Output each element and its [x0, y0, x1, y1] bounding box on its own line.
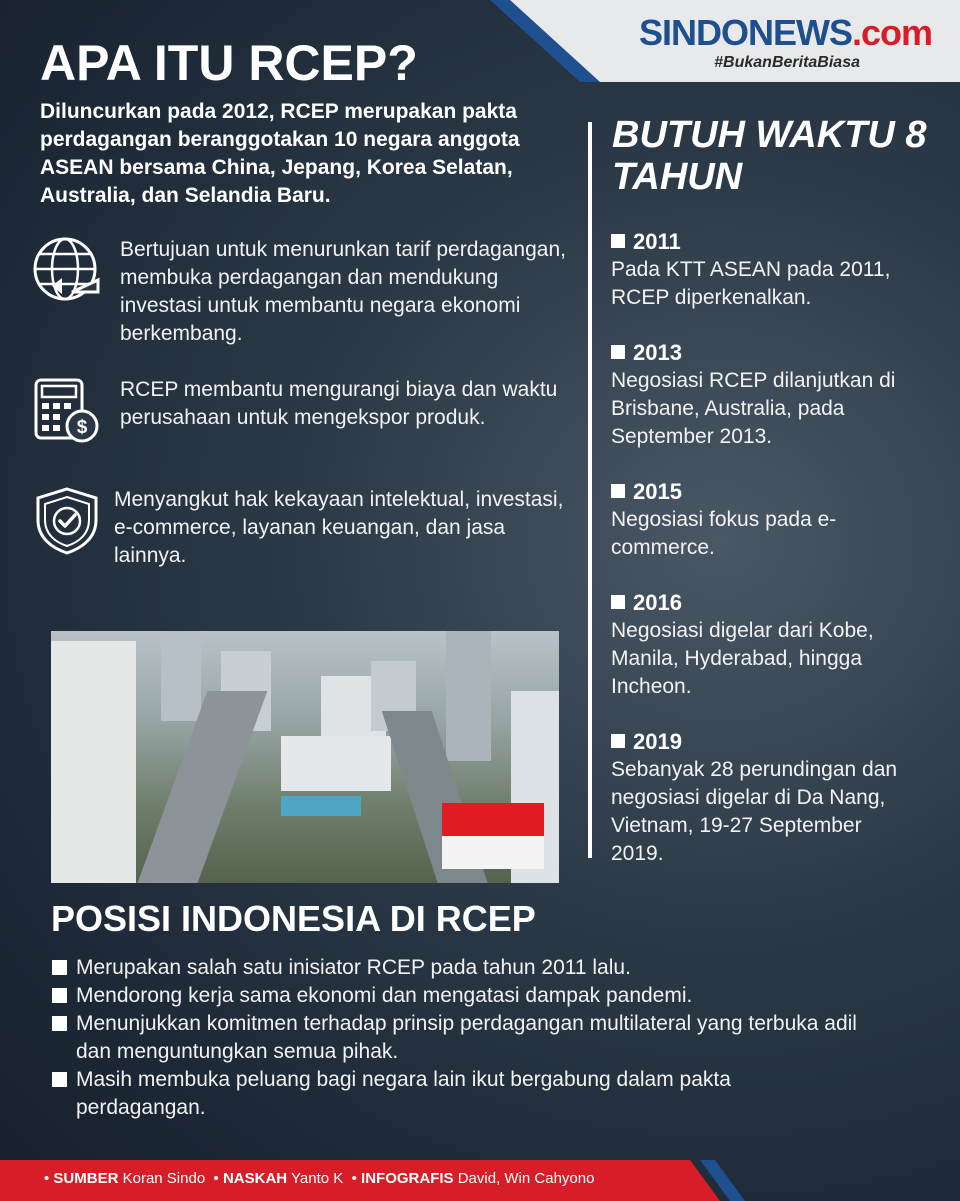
position-list — [52, 954, 902, 1122]
timeline-item — [611, 728, 941, 868]
flag-red-stripe — [442, 803, 544, 836]
timeline-year — [611, 728, 941, 756]
brand-tagline: #BukanBeritaBiasa — [714, 54, 860, 71]
timeline-year-label: 2011 — [633, 229, 681, 254]
position-item-text: Masih membuka peluang bagi negara lain ikut bergabung dalam pakta perdagangan. — [76, 1068, 731, 1119]
timeline-year-label: 2013 — [633, 340, 682, 365]
timeline-text: Sebanyak 28 perundingan dan negosiasi digelar di Da Nang, Vietnam, 19-27 September 2019. — [611, 758, 898, 865]
bullet-square-icon — [52, 988, 67, 1003]
graphics-value: David, Win Cahyono — [457, 1170, 595, 1187]
shield-check-icon — [32, 486, 102, 556]
writer-value: Yanto K — [291, 1170, 344, 1187]
writer-label: NASKAH — [222, 1170, 288, 1187]
timeline-text: Negosiasi fokus pada e-commerce. — [611, 508, 837, 559]
timeline-year — [611, 228, 941, 256]
timeline-year-label: 2015 — [633, 479, 682, 504]
intro-text: Diluncurkan pada 2012, RCEP merupakan pakta perdagangan beranggotakan 10 negara anggota ASEAN bersama China, Jepang, Korea Selatan, Australia, dan Selandia Baru. — [40, 100, 520, 207]
source-value: Koran Sindo — [122, 1170, 206, 1187]
timeline-item — [611, 478, 941, 562]
position-item — [52, 954, 902, 982]
column-divider — [588, 122, 592, 858]
footer-credits: • SUMBER Koran Sindo • NASKAH Yanto K • INFOGRAFIS David, Win Cahyono — [44, 1170, 595, 1187]
position-item-text: Merupakan salah satu inisiator RCEP pada tahun 2011 lalu. — [76, 956, 631, 979]
bullet-square-icon — [611, 345, 625, 359]
feature-text: Bertujuan untuk menurunkan tarif perdagangan, membuka perdagangan dan mendukung investasi untuk membantu negara ekonomi berkembang. — [120, 238, 566, 345]
position-item-text: Menunjukkan komitmen terhadap prinsip perdagangan multilateral yang terbuka adil dan menguntungkan semua pihak. — [76, 1012, 857, 1063]
position-item — [52, 982, 902, 1010]
timeline-year-label: 2016 — [633, 590, 682, 615]
flag-white-stripe — [442, 836, 544, 869]
feature-text: RCEP membantu mengurangi biaya dan waktu perusahaan untuk mengekspor produk. — [120, 378, 558, 429]
timeline-text: Pada KTT ASEAN pada 2011, RCEP diperkenalkan. — [611, 258, 891, 309]
timeline-text: Negosiasi digelar dari Kobe, Manila, Hyderabad, hingga Incheon. — [611, 619, 874, 698]
indonesia-flag — [442, 803, 544, 869]
position-item — [52, 1010, 862, 1066]
timeline-year — [611, 478, 941, 506]
brand-logo-suffix: .com — [851, 12, 932, 53]
timeline-year-label: 2019 — [633, 729, 682, 754]
timeline-text: Negosiasi RCEP dilanjutkan di Brisbane, Australia, pada September 2013. — [611, 369, 896, 448]
brand-logo — [639, 12, 932, 54]
feature-text: Menyangkut hak kekayaan intelektual, investasi, e-commerce, layanan keuangan, dan jasa lainnya. — [114, 488, 564, 567]
calculator-coin-icon — [32, 376, 102, 446]
bullet-square-icon — [611, 484, 625, 498]
graphics-label: INFOGRAFIS — [361, 1170, 454, 1187]
bullet-square-icon — [611, 734, 625, 748]
timeline-item — [611, 339, 941, 451]
bullet-square-icon — [52, 1072, 67, 1087]
position-title: POSISI INDONESIA DI RCEP — [51, 898, 536, 939]
timeline-year — [611, 339, 941, 367]
bullet-square-icon — [611, 595, 625, 609]
bullet-square-icon — [52, 960, 67, 975]
timeline-item — [611, 228, 941, 312]
svg-text:$: $ — [76, 417, 88, 438]
page-title: APA ITU RCEP? — [40, 35, 418, 91]
timeline-title: BUTUH WAKTU 8 TAHUN — [612, 114, 927, 198]
timeline-year — [611, 589, 941, 617]
bullet-square-icon — [611, 234, 625, 248]
bullet-square-icon — [52, 1016, 67, 1031]
brand-logo-main: SINDONEWS — [638, 12, 852, 53]
position-item-text: Mendorong kerja sama ekonomi dan mengatasi dampak pandemi. — [76, 984, 693, 1007]
source-label: SUMBER — [53, 1170, 119, 1187]
position-item — [52, 1066, 852, 1122]
globe-trade-icon — [32, 236, 102, 306]
timeline-item — [611, 589, 941, 701]
